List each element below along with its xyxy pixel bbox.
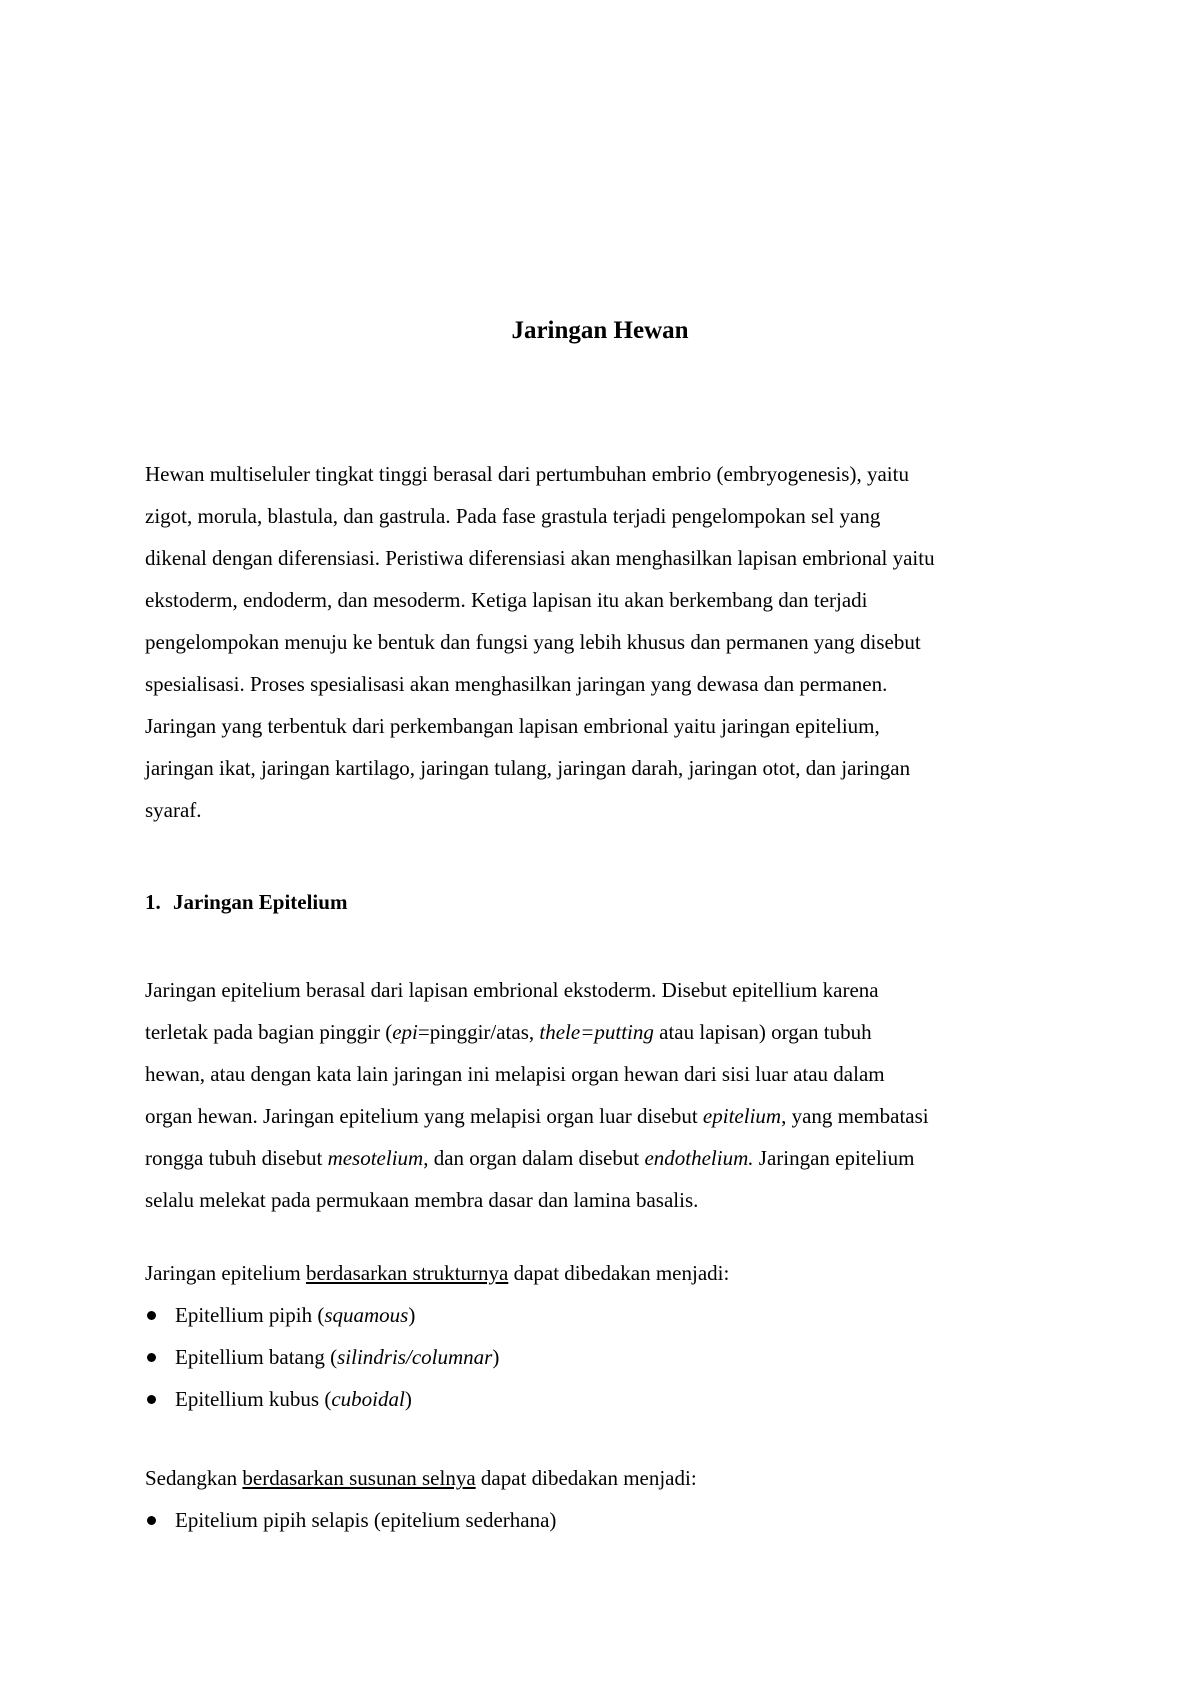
italic-term: silindris/columnar bbox=[337, 1345, 493, 1369]
list-intro bbox=[145, 1457, 1065, 1499]
intro-line: Hewan multiseluler tingkat tinggi berasal dari pertumbuhan embrio (embryogenesis), yaitu bbox=[145, 462, 909, 486]
text-run: Jaringan epitelium bbox=[753, 1146, 915, 1170]
intro-line: syaraf. bbox=[145, 798, 202, 822]
text-run: Jaringan epitelium bbox=[145, 1261, 306, 1285]
intro-paragraph bbox=[145, 453, 1065, 831]
italic-term: cuboidal bbox=[331, 1387, 405, 1411]
para-line bbox=[145, 1095, 1065, 1137]
para-line bbox=[145, 1137, 1065, 1179]
intro-line: dikenal dengan diferensiasi. Peristiwa diferensiasi akan menghasilkan lapisan embrional yaitu bbox=[145, 546, 935, 570]
list-intro bbox=[145, 1252, 1065, 1294]
struktur-list bbox=[145, 1294, 1065, 1420]
bullet-icon bbox=[147, 1395, 156, 1404]
page-title: Jaringan Hewan bbox=[511, 317, 689, 344]
para-line bbox=[145, 1011, 1065, 1053]
struktur-list-block bbox=[145, 1252, 1065, 1420]
text-run: Jaringan epitelium berasal dari lapisan embrional ekstoderm. Disebut epitellium karena bbox=[145, 978, 879, 1002]
para-line bbox=[145, 969, 1065, 1011]
item-text: ) bbox=[492, 1345, 500, 1369]
list-item bbox=[145, 1378, 1065, 1420]
text-run: =pinggir/atas, bbox=[417, 1020, 540, 1044]
intro-line: ekstoderm, endoderm, dan mesoderm. Ketiga lapisan itu akan berkembang dan terjadi bbox=[145, 588, 868, 612]
italic-term: squamous bbox=[324, 1303, 409, 1327]
item-text: Epitellium pipih ( bbox=[175, 1303, 325, 1327]
text-run: , dan organ dalam disebut bbox=[423, 1146, 645, 1170]
italic-term: epitelium bbox=[702, 1104, 782, 1128]
item-text: Epitellium kubus ( bbox=[175, 1387, 332, 1411]
text-run: hewan, atau dengan kata lain jaringan ini melapisi organ hewan dari sisi luar atau dalam bbox=[145, 1062, 885, 1086]
text-run: terletak pada bagian pinggir ( bbox=[145, 1020, 393, 1044]
section-heading-text: Jaringan Epitelium bbox=[173, 890, 348, 914]
text-run: organ hewan. Jaringan epitelium yang melapisi organ luar disebut bbox=[145, 1104, 703, 1128]
italic-term: endothelium. bbox=[644, 1146, 754, 1170]
text-run: selalu melekat pada permukaan membra dasar dan lamina basalis. bbox=[145, 1188, 699, 1212]
intro-line: Jaringan yang terbentuk dari perkembangan lapisan embrional yaitu jaringan epitelium, bbox=[145, 714, 880, 738]
intro-line: pengelompokan menuju ke bentuk dan fungsi yang lebih khusus dan permanen yang disebut bbox=[145, 630, 921, 654]
section-number: 1. bbox=[145, 890, 161, 914]
italic-term: thele=putting bbox=[539, 1020, 654, 1044]
section-heading bbox=[145, 887, 347, 917]
intro-line: spesialisasi. Proses spesialisasi akan menghasilkan jaringan yang dewasa dan permanen. bbox=[145, 672, 888, 696]
para-line bbox=[145, 1053, 1065, 1095]
bullet-icon bbox=[147, 1311, 156, 1320]
list-item bbox=[145, 1336, 1065, 1378]
list-item bbox=[145, 1499, 1065, 1541]
text-run: , yang membatasi bbox=[781, 1104, 929, 1128]
text-run: Sedangkan bbox=[145, 1466, 243, 1490]
para-line bbox=[145, 1179, 1065, 1221]
susunan-list-block bbox=[145, 1457, 1065, 1541]
text-run: dapat dibedakan menjadi: bbox=[475, 1466, 697, 1490]
italic-term: epi bbox=[392, 1020, 418, 1044]
underlined-term: berdasarkan susunan selnya bbox=[242, 1466, 476, 1490]
susunan-list bbox=[145, 1499, 1065, 1541]
epitelium-paragraph bbox=[145, 969, 1065, 1221]
item-text: ) bbox=[404, 1387, 412, 1411]
item-text: ) bbox=[408, 1303, 416, 1327]
text-run: atau lapisan) organ tubuh bbox=[653, 1020, 872, 1044]
text-run: dapat dibedakan menjadi: bbox=[508, 1261, 730, 1285]
underlined-term: berdasarkan strukturnya bbox=[305, 1261, 509, 1285]
intro-line: jaringan ikat, jaringan kartilago, jaringan tulang, jaringan darah, jaringan otot, dan jaringan bbox=[145, 756, 911, 780]
bullet-icon bbox=[147, 1516, 156, 1525]
text-run: rongga tubuh disebut bbox=[145, 1146, 328, 1170]
item-text: Epitellium batang ( bbox=[175, 1345, 338, 1369]
italic-term: mesotelium bbox=[327, 1146, 424, 1170]
list-item bbox=[145, 1294, 1065, 1336]
item-text: Epitelium pipih selapis (epitelium sederhana) bbox=[175, 1508, 557, 1532]
intro-line: zigot, morula, blastula, dan gastrula. Pada fase grastula terjadi pengelompokan sel yang bbox=[145, 504, 881, 528]
bullet-icon bbox=[147, 1353, 156, 1362]
